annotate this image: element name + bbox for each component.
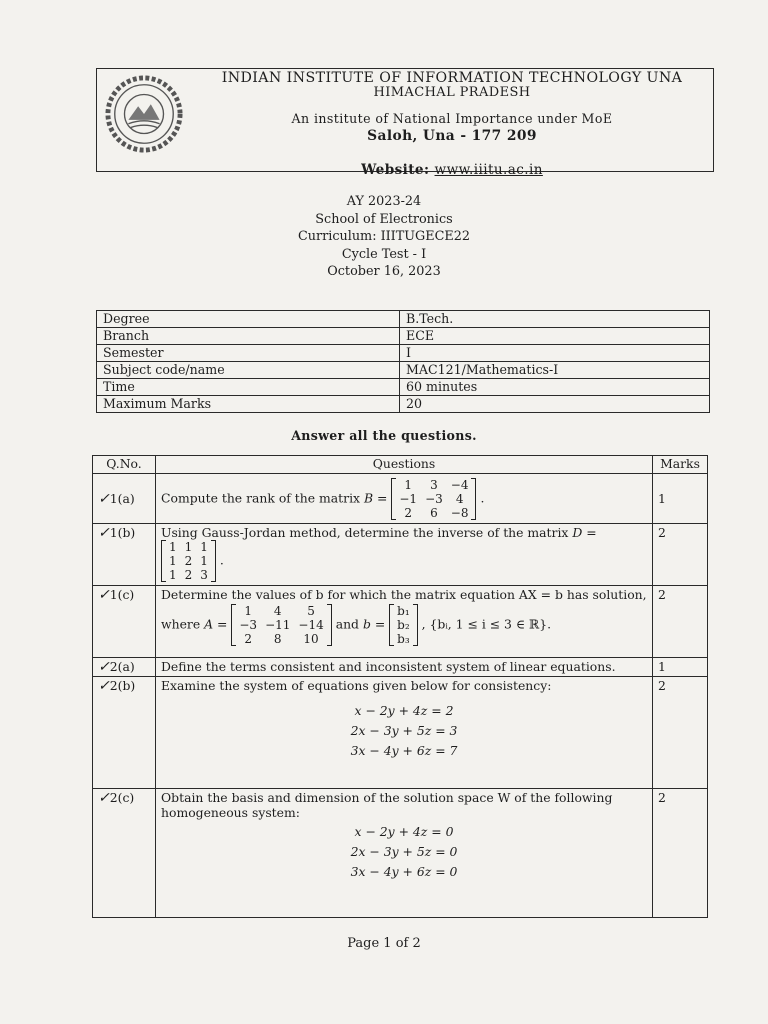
question-prompt: Using Gauss-Jordan method, determine the inverse of the matrix xyxy=(161,525,569,540)
institute-subtitle: An institute of National Importance under MoE xyxy=(291,111,613,126)
equation: 3x − 4y + 6z = 7 xyxy=(350,743,458,758)
matrix-row xyxy=(235,618,327,632)
matrix-cell: 2 xyxy=(184,554,193,568)
question-row-2c xyxy=(93,789,708,918)
question-row-1b xyxy=(93,524,708,586)
matrix-b xyxy=(391,478,476,520)
matrix-row xyxy=(395,492,472,506)
matrix-row xyxy=(165,554,212,568)
question-text xyxy=(156,789,653,918)
qno-text: 1(c) xyxy=(109,587,135,602)
info-value: B.Tech. xyxy=(400,311,710,328)
matrix-row xyxy=(165,568,212,582)
institute-name: INDIAN INSTITUTE OF INFORMATION TECHNOLOGY UNA xyxy=(221,70,683,86)
matrix-cell: −4 xyxy=(450,477,469,492)
question-prompt: Examine the system of equations given below for consistency: xyxy=(161,678,552,693)
matrix-cell: −14 xyxy=(298,618,324,632)
website-link[interactable]: www.iiitu.ac.in xyxy=(434,162,543,178)
matrix-cell: 8 xyxy=(273,632,282,646)
question-row-1c xyxy=(93,586,708,658)
question-row-1a xyxy=(93,474,708,524)
institute-header xyxy=(96,68,714,178)
instruction: Answer all the questions. xyxy=(291,428,477,443)
matrix-var: A = xyxy=(204,616,228,632)
institute-state: HIMACHAL PRADESH xyxy=(373,85,531,100)
questions-header-row xyxy=(93,456,708,474)
equation: 2x − 3y + 5z = 3 xyxy=(350,723,458,738)
question-prompt: Determine the values of b for which the matrix equation AX = b has solution, xyxy=(161,587,647,602)
question-marks: 2 xyxy=(653,524,708,586)
matrix-row xyxy=(393,618,414,632)
qno-text: 2(b) xyxy=(109,678,136,693)
matrix-cell: −8 xyxy=(450,505,469,520)
course-info-table xyxy=(96,310,710,413)
qno-text: 1(a) xyxy=(109,490,135,506)
matrix-var: D = xyxy=(572,525,597,540)
table-row xyxy=(97,396,710,413)
question-text: Define the terms consistent and inconsistent system of linear equations. xyxy=(156,658,653,677)
table-row xyxy=(97,311,710,328)
check-mark-icon: ✓ xyxy=(98,490,110,507)
matrix-row xyxy=(165,540,212,554)
equation-system xyxy=(161,822,647,882)
question-suffix: . xyxy=(219,552,224,568)
exam-meta xyxy=(0,193,768,281)
info-value: 20 xyxy=(400,396,710,413)
question-number xyxy=(93,586,156,658)
question-text xyxy=(156,474,653,524)
matrix-row xyxy=(393,604,414,618)
table-row xyxy=(97,328,710,345)
equation-system xyxy=(161,701,647,761)
question-prompt: Compute the rank of the matrix xyxy=(161,490,361,505)
matrix-cell: 5 xyxy=(307,604,315,618)
info-value: I xyxy=(400,345,710,362)
table-row xyxy=(97,345,710,362)
question-text xyxy=(156,586,653,658)
school-name: School of Electronics xyxy=(315,211,453,227)
question-number xyxy=(93,524,156,586)
questions-table xyxy=(92,455,708,918)
info-key: Maximum Marks xyxy=(97,396,400,413)
institute-info xyxy=(191,70,713,178)
and-text: and xyxy=(335,616,359,632)
qno-text: 1(b) xyxy=(109,525,136,540)
matrix-cell: 3 xyxy=(200,568,208,582)
page-number: Page 1 of 2 xyxy=(347,936,421,951)
question-suffix: . xyxy=(480,490,485,505)
question-suffix: , {bᵢ, 1 ≤ i ≤ 3 ∈ ℝ}. xyxy=(421,616,552,632)
qno-text: 2(c) xyxy=(109,790,135,805)
header-qno: Q.No. xyxy=(93,456,156,474)
equation: 2x − 3y + 5z = 0 xyxy=(350,844,458,859)
matrix-cell: 1 xyxy=(404,477,413,492)
info-key: Semester xyxy=(97,345,400,362)
header-marks: Marks xyxy=(653,456,708,474)
matrix-var: B = xyxy=(363,490,388,505)
info-key: Degree xyxy=(97,311,400,328)
equation: x − 2y + 4z = 2 xyxy=(354,703,454,718)
header-questions: Questions xyxy=(156,456,653,474)
question-text xyxy=(156,677,653,789)
question-matrices xyxy=(161,604,647,646)
question-prompt: Obtain the basis and dimension of the solution space W of the following homogeneous system: xyxy=(161,790,613,820)
matrix-var: b = xyxy=(362,616,386,632)
matrix-cell: 2 xyxy=(404,505,413,520)
info-value: 60 minutes xyxy=(400,379,710,396)
institute-address: Saloh, Una - 177 209 xyxy=(367,128,537,144)
matrix-cell: −11 xyxy=(265,618,291,632)
question-marks: 2 xyxy=(653,586,708,658)
check-mark-icon: ✓ xyxy=(98,587,110,603)
matrix-cell: −3 xyxy=(425,491,443,506)
question-text xyxy=(156,524,653,586)
info-key: Time xyxy=(97,379,400,396)
question-number xyxy=(93,658,156,677)
matrix-cell: 4 xyxy=(273,604,282,618)
check-mark-icon: ✓ xyxy=(98,525,110,541)
equation: 3x − 4y + 6z = 0 xyxy=(350,864,458,879)
table-row xyxy=(97,362,710,379)
check-mark-icon: ✓ xyxy=(98,678,110,694)
matrix-cell: 2 xyxy=(244,632,253,646)
matrix-cell: 1 xyxy=(169,568,177,582)
question-marks: 2 xyxy=(653,677,708,789)
matrix-cell: 1 xyxy=(169,540,177,554)
matrix-cell: 1 xyxy=(200,540,208,554)
matrix-cell: −3 xyxy=(239,618,258,632)
question-number xyxy=(93,677,156,789)
matrix-cell: 10 xyxy=(303,632,319,646)
where-text: where xyxy=(161,616,201,632)
matrix-cell: 1 xyxy=(184,540,193,554)
matrix-cell: 1 xyxy=(200,554,208,568)
info-value: MAC121/Mathematics-I xyxy=(400,362,710,379)
test-name: Cycle Test - I xyxy=(341,246,427,262)
matrix-row xyxy=(235,604,327,618)
matrix-row xyxy=(393,632,414,646)
matrix-d xyxy=(161,540,216,582)
matrix-cell: −1 xyxy=(399,491,418,506)
matrix-cell: 4 xyxy=(455,491,464,506)
check-mark-icon: ✓ xyxy=(98,790,110,806)
question-marks: 1 xyxy=(653,658,708,677)
question-number xyxy=(93,474,156,524)
question-marks: 1 xyxy=(653,474,708,524)
curriculum: Curriculum: IIITUGECE22 xyxy=(297,229,471,245)
matrix-cell: b₃ xyxy=(397,632,410,646)
institute-seal-icon xyxy=(105,75,183,153)
matrix-cell: 1 xyxy=(244,604,253,618)
question-row-2a xyxy=(93,658,708,677)
info-key: Branch xyxy=(97,328,400,345)
matrix-bvec xyxy=(389,604,418,646)
matrix-row xyxy=(395,478,472,492)
matrix-row xyxy=(395,506,472,520)
academic-year: AY 2023-24 xyxy=(346,194,422,209)
info-key: Subject code/name xyxy=(97,362,400,379)
matrix-row xyxy=(235,632,327,646)
qno-text: 2(a) xyxy=(109,659,135,674)
matrix-a xyxy=(231,604,331,646)
institute-website xyxy=(191,162,713,178)
question-row-2b xyxy=(93,677,708,789)
table-row xyxy=(97,379,710,396)
matrix-cell: 2 xyxy=(184,568,193,582)
website-label: Website: xyxy=(361,162,430,178)
matrix-cell: b₁ xyxy=(397,604,410,618)
equation: x − 2y + 4z = 0 xyxy=(354,824,454,839)
matrix-cell: b₂ xyxy=(397,618,410,632)
exam-date: October 16, 2023 xyxy=(327,264,441,280)
info-value: ECE xyxy=(400,328,710,345)
matrix-cell: 3 xyxy=(430,477,438,492)
matrix-cell: 6 xyxy=(430,505,438,520)
question-number xyxy=(93,789,156,918)
question-marks: 2 xyxy=(653,789,708,918)
check-mark-icon: ✓ xyxy=(98,659,110,675)
matrix-cell: 1 xyxy=(169,554,177,568)
